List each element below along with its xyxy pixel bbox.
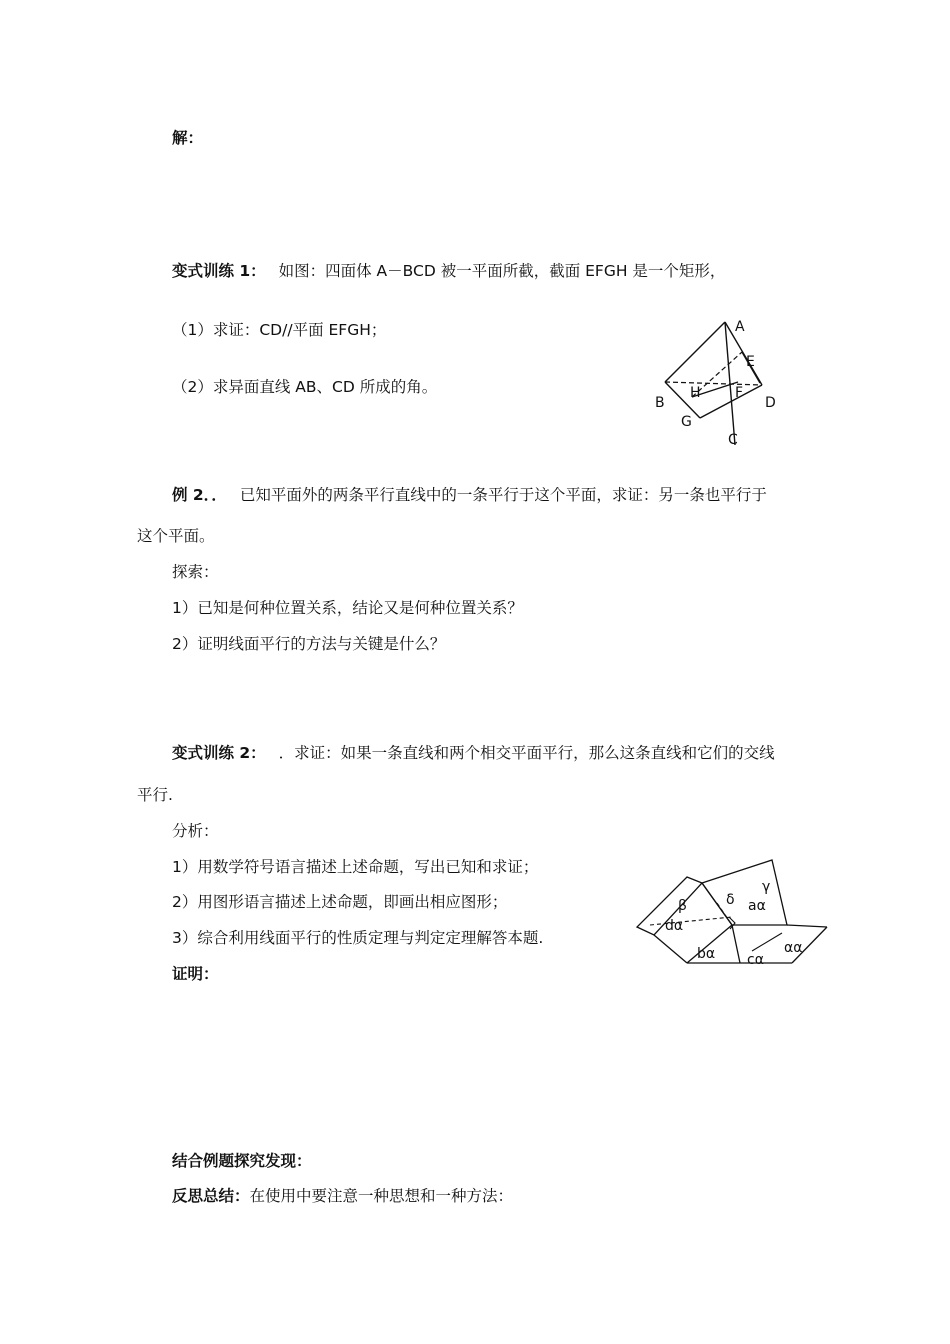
analysis-item-3: 3）综合利用线面平行的性质定理与判定定理解答本题. (172, 929, 544, 947)
label-C: C (728, 432, 738, 448)
example2-line1 (172, 485, 767, 505)
example2-label: 例 2．． (172, 486, 227, 504)
explore-question-1: 1）已知是何种位置关系，结论又是何种位置关系？ (172, 599, 523, 617)
label-a-alpha: aα (748, 898, 766, 914)
analysis-item-1: 1）用数学符号语言描述上述命题，写出已知和求证； (172, 858, 539, 876)
analysis-label: 分析： (172, 822, 219, 840)
label-d-alpha: dα (665, 918, 684, 934)
explore-label: 探索： (172, 563, 219, 581)
intersecting-planes-figure (632, 855, 832, 975)
variant2-label: 变式训练 2： (172, 744, 266, 762)
label-H: H (690, 385, 701, 401)
variant2-line2: 平行. (137, 786, 173, 804)
label-gamma: γ (762, 879, 771, 895)
label-F: F (735, 385, 744, 401)
reflection-text: 在使用中要注意一种思想和一种方法： (249, 1187, 514, 1205)
explore-question-2: 2）证明线面平行的方法与关键是什么？ (172, 635, 446, 653)
variant2-text-1: ．求证：如果一条直线和两个相交平面平行，那么这条直线和它们的交线 (278, 744, 775, 762)
variant1-question-1: （1）求证：CD//平面 EFGH； (172, 321, 387, 339)
tetrahedron-figure (640, 310, 790, 460)
label-G: G (681, 414, 692, 430)
discovery-label: 结合例题探究发现： (172, 1152, 312, 1170)
solution-label: 解： (172, 129, 204, 147)
label-b-alpha: bα (697, 946, 716, 962)
variant1-text: 如图：四面体 A－BCD 被一平面所截，截面 EFGH 是一个矩形， (278, 262, 726, 280)
analysis-item-2: 2）用图形语言描述上述命题，即画出相应图形； (172, 893, 508, 911)
example2-line2: 这个平面。 (137, 527, 215, 545)
label-B: B (655, 395, 665, 411)
label-delta: δ (726, 892, 735, 908)
label-E: E (746, 354, 755, 370)
label-A: A (735, 319, 745, 335)
variant1-heading (172, 261, 725, 281)
reflection-line (172, 1186, 513, 1206)
variant1-label: 变式训练 1： (172, 262, 266, 280)
variant1-question-2: （2）求异面直线 AB、CD 所成的角。 (172, 378, 438, 396)
reflection-label: 反思总结： (172, 1187, 250, 1205)
proof-label: 证明： (172, 965, 219, 983)
label-c-alpha: cα (747, 952, 764, 968)
variant2-line1 (172, 743, 775, 763)
example2-text-1: 已知平面外的两条平行直线中的一条平行于这个平面，求证：另一条也平行于 (239, 486, 767, 504)
label-D: D (765, 395, 776, 411)
label-beta: β (678, 898, 687, 914)
label-alpha-alpha: αα (784, 940, 803, 956)
